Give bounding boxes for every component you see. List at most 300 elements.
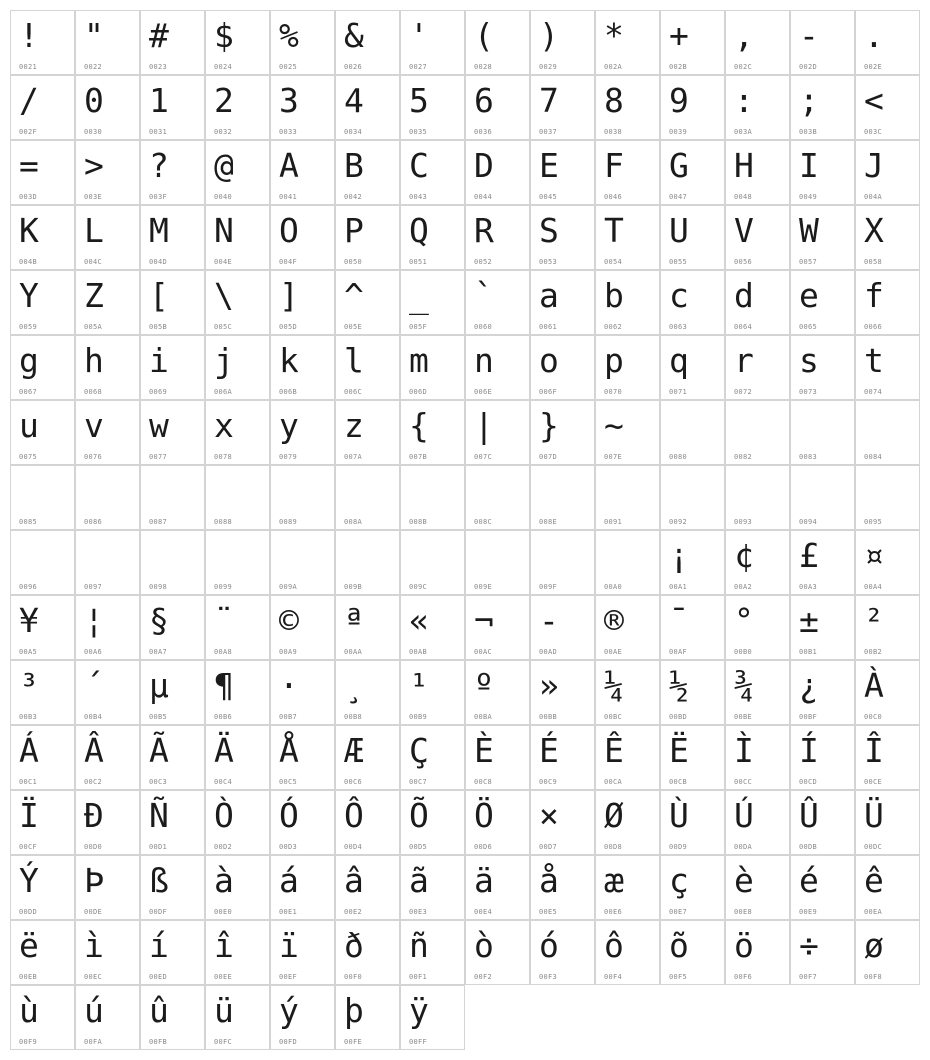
glyph-cell[interactable] bbox=[855, 140, 920, 205]
glyph-cell[interactable] bbox=[595, 530, 660, 595]
glyph-cell[interactable] bbox=[335, 920, 400, 985]
glyph-cell[interactable] bbox=[335, 75, 400, 140]
glyph-cell[interactable] bbox=[530, 725, 595, 790]
glyph-cell[interactable] bbox=[660, 400, 725, 465]
glyph-codepoint: 006B bbox=[279, 388, 298, 396]
glyph-codepoint: 004B bbox=[19, 258, 38, 266]
glyph-cell[interactable] bbox=[660, 725, 725, 790]
glyph-cell[interactable] bbox=[10, 465, 75, 530]
glyph-cell[interactable] bbox=[530, 10, 595, 75]
glyph-cell[interactable] bbox=[660, 205, 725, 270]
glyph-cell[interactable] bbox=[465, 855, 530, 920]
glyph-cell[interactable] bbox=[790, 335, 855, 400]
glyph-codepoint: 00E3 bbox=[409, 908, 428, 916]
glyph-char: ¤ bbox=[864, 536, 884, 575]
glyph-cell[interactable] bbox=[400, 790, 465, 855]
glyph-cell[interactable] bbox=[400, 270, 465, 335]
glyph-cell[interactable] bbox=[530, 595, 595, 660]
glyph-codepoint: 00D6 bbox=[474, 843, 493, 851]
glyph-cell[interactable] bbox=[530, 75, 595, 140]
glyph-cell[interactable] bbox=[595, 140, 660, 205]
glyph-cell[interactable] bbox=[465, 400, 530, 465]
glyph-cell[interactable] bbox=[855, 595, 920, 660]
glyph-cell[interactable] bbox=[205, 855, 270, 920]
glyph-cell[interactable] bbox=[205, 10, 270, 75]
glyph-char: C bbox=[409, 146, 429, 185]
glyph-cell[interactable] bbox=[725, 920, 790, 985]
glyph-char: « bbox=[409, 601, 429, 640]
glyph-cell[interactable] bbox=[855, 400, 920, 465]
glyph-cell[interactable] bbox=[140, 140, 205, 205]
glyph-char: ß bbox=[149, 861, 169, 900]
glyph-cell[interactable] bbox=[790, 660, 855, 725]
glyph-cell[interactable] bbox=[595, 75, 660, 140]
glyph-cell[interactable] bbox=[855, 205, 920, 270]
glyph-char: # bbox=[149, 16, 169, 55]
glyph-cell[interactable] bbox=[10, 660, 75, 725]
glyph-codepoint: 00CD bbox=[799, 778, 818, 786]
glyph-cell[interactable] bbox=[335, 400, 400, 465]
glyph-cell[interactable] bbox=[465, 790, 530, 855]
glyph-cell[interactable] bbox=[725, 335, 790, 400]
glyph-cell[interactable] bbox=[725, 75, 790, 140]
glyph-cell[interactable] bbox=[75, 660, 140, 725]
glyph-cell[interactable] bbox=[595, 790, 660, 855]
glyph-char: » bbox=[539, 666, 559, 705]
glyph-cell[interactable] bbox=[75, 725, 140, 790]
glyph-cell[interactable] bbox=[335, 335, 400, 400]
glyph-cell[interactable] bbox=[335, 985, 400, 1050]
glyph-cell[interactable] bbox=[270, 205, 335, 270]
glyph-char: \ bbox=[214, 276, 234, 315]
glyph-cell[interactable] bbox=[530, 660, 595, 725]
glyph-cell[interactable] bbox=[270, 335, 335, 400]
glyph-cell[interactable] bbox=[140, 985, 205, 1050]
glyph-cell[interactable] bbox=[595, 270, 660, 335]
glyph-char: Ù bbox=[669, 796, 689, 835]
glyph-cell[interactable] bbox=[270, 725, 335, 790]
glyph-char: E bbox=[539, 146, 559, 185]
glyph-cell[interactable] bbox=[855, 10, 920, 75]
glyph-char: Ñ bbox=[149, 796, 169, 835]
glyph-codepoint: 0083 bbox=[799, 453, 818, 461]
glyph-codepoint: 00FF bbox=[409, 1038, 428, 1046]
glyph-cell[interactable] bbox=[790, 920, 855, 985]
glyph-cell[interactable] bbox=[725, 790, 790, 855]
glyph-cell[interactable] bbox=[855, 920, 920, 985]
glyph-cell[interactable] bbox=[75, 270, 140, 335]
glyph-cell[interactable] bbox=[595, 205, 660, 270]
glyph-cell[interactable] bbox=[855, 530, 920, 595]
glyph-cell[interactable] bbox=[205, 920, 270, 985]
glyph-cell[interactable] bbox=[790, 10, 855, 75]
glyph-char: s bbox=[799, 341, 819, 380]
glyph-cell[interactable] bbox=[790, 205, 855, 270]
glyph-cell[interactable] bbox=[270, 10, 335, 75]
glyph-cell[interactable] bbox=[140, 660, 205, 725]
glyph-cell[interactable] bbox=[140, 790, 205, 855]
glyph-codepoint: 00B0 bbox=[734, 648, 753, 656]
glyph-cell[interactable] bbox=[660, 335, 725, 400]
glyph-cell[interactable] bbox=[660, 855, 725, 920]
glyph-cell[interactable] bbox=[660, 790, 725, 855]
glyph-codepoint: 0067 bbox=[19, 388, 38, 396]
glyph-codepoint: 00DF bbox=[149, 908, 168, 916]
glyph-cell[interactable] bbox=[595, 10, 660, 75]
glyph-char: P bbox=[344, 211, 364, 250]
glyph-cell[interactable] bbox=[400, 530, 465, 595]
glyph-codepoint: 00F3 bbox=[539, 973, 558, 981]
glyph-cell[interactable] bbox=[10, 205, 75, 270]
glyph-cell[interactable] bbox=[725, 725, 790, 790]
glyph-cell[interactable] bbox=[205, 790, 270, 855]
glyph-codepoint: 0077 bbox=[149, 453, 168, 461]
glyph-cell[interactable] bbox=[335, 660, 400, 725]
glyph-cell[interactable] bbox=[660, 660, 725, 725]
glyph-cell[interactable] bbox=[400, 205, 465, 270]
glyph-cell[interactable] bbox=[725, 530, 790, 595]
glyph-cell[interactable] bbox=[595, 855, 660, 920]
glyph-cell[interactable] bbox=[205, 400, 270, 465]
glyph-cell[interactable] bbox=[140, 400, 205, 465]
glyph-cell[interactable] bbox=[725, 465, 790, 530]
glyph-cell[interactable] bbox=[400, 465, 465, 530]
glyph-cell[interactable] bbox=[530, 920, 595, 985]
glyph-codepoint: 0066 bbox=[864, 323, 883, 331]
glyph-cell[interactable] bbox=[400, 75, 465, 140]
glyph-cell[interactable] bbox=[335, 465, 400, 530]
glyph-cell[interactable] bbox=[855, 465, 920, 530]
glyph-codepoint: 005D bbox=[279, 323, 298, 331]
glyph-cell[interactable] bbox=[530, 400, 595, 465]
glyph-codepoint: 00BD bbox=[669, 713, 688, 721]
glyph-char: ã bbox=[409, 861, 429, 900]
glyph-char: ½ bbox=[669, 666, 689, 705]
glyph-cell[interactable] bbox=[75, 790, 140, 855]
glyph-cell[interactable] bbox=[75, 205, 140, 270]
glyph-char: ~ bbox=[604, 406, 624, 445]
glyph-cell[interactable] bbox=[205, 75, 270, 140]
glyph-char: ¶ bbox=[214, 666, 234, 705]
glyph-cell[interactable] bbox=[465, 920, 530, 985]
glyph-cell[interactable] bbox=[10, 335, 75, 400]
glyph-cell[interactable] bbox=[595, 920, 660, 985]
glyph-cell[interactable] bbox=[270, 920, 335, 985]
glyph-cell[interactable] bbox=[335, 270, 400, 335]
glyph-cell[interactable] bbox=[75, 985, 140, 1050]
glyph-cell[interactable] bbox=[270, 855, 335, 920]
glyph-cell[interactable] bbox=[595, 660, 660, 725]
glyph-cell[interactable] bbox=[75, 10, 140, 75]
glyph-cell[interactable] bbox=[790, 530, 855, 595]
glyph-cell[interactable] bbox=[75, 595, 140, 660]
glyph-cell[interactable] bbox=[790, 465, 855, 530]
glyph-cell[interactable] bbox=[10, 10, 75, 75]
glyph-cell[interactable] bbox=[140, 335, 205, 400]
glyph-cell[interactable] bbox=[205, 985, 270, 1050]
glyph-cell[interactable] bbox=[660, 595, 725, 660]
glyph-cell[interactable] bbox=[10, 400, 75, 465]
glyph-char: Û bbox=[799, 796, 819, 835]
glyph-cell[interactable] bbox=[205, 140, 270, 205]
glyph-cell[interactable] bbox=[855, 660, 920, 725]
glyph-cell[interactable] bbox=[595, 725, 660, 790]
glyph-cell[interactable] bbox=[790, 270, 855, 335]
glyph-cell[interactable] bbox=[400, 920, 465, 985]
glyph-codepoint: 00B9 bbox=[409, 713, 428, 721]
glyph-char: ± bbox=[799, 601, 819, 640]
glyph-char: ! bbox=[19, 16, 39, 55]
glyph-cell[interactable] bbox=[10, 75, 75, 140]
glyph-cell[interactable] bbox=[10, 855, 75, 920]
glyph-cell[interactable] bbox=[790, 595, 855, 660]
glyph-codepoint: 0084 bbox=[864, 453, 883, 461]
glyph-cell[interactable] bbox=[855, 790, 920, 855]
glyph-codepoint: 004A bbox=[864, 193, 883, 201]
glyph-cell[interactable] bbox=[530, 335, 595, 400]
glyph-cell[interactable] bbox=[465, 530, 530, 595]
glyph-cell[interactable] bbox=[400, 335, 465, 400]
glyph-char: : bbox=[734, 81, 754, 120]
glyph-codepoint: 0056 bbox=[734, 258, 753, 266]
glyph-char: Ò bbox=[214, 796, 234, 835]
glyph-cell[interactable] bbox=[790, 140, 855, 205]
glyph-char: V bbox=[734, 211, 754, 250]
glyph-cell[interactable] bbox=[140, 595, 205, 660]
glyph-cell[interactable] bbox=[75, 530, 140, 595]
glyph-cell[interactable] bbox=[855, 75, 920, 140]
glyph-char: 5 bbox=[409, 81, 429, 120]
glyph-cell[interactable] bbox=[465, 465, 530, 530]
glyph-cell[interactable] bbox=[725, 855, 790, 920]
glyph-codepoint: 0073 bbox=[799, 388, 818, 396]
glyph-cell[interactable] bbox=[10, 270, 75, 335]
glyph-cell[interactable] bbox=[140, 920, 205, 985]
glyph-char: à bbox=[214, 861, 234, 900]
glyph-char: B bbox=[344, 146, 364, 185]
glyph-char: Ó bbox=[279, 796, 299, 835]
glyph-cell[interactable] bbox=[465, 595, 530, 660]
glyph-cell[interactable] bbox=[10, 920, 75, 985]
glyph-cell[interactable] bbox=[335, 205, 400, 270]
glyph-cell[interactable] bbox=[75, 465, 140, 530]
glyph-cell[interactable] bbox=[335, 140, 400, 205]
glyph-cell[interactable] bbox=[465, 205, 530, 270]
glyph-cell[interactable] bbox=[725, 10, 790, 75]
glyph-cell[interactable] bbox=[270, 140, 335, 205]
glyph-codepoint: 00F9 bbox=[19, 1038, 38, 1046]
glyph-cell[interactable] bbox=[725, 660, 790, 725]
glyph-cell[interactable] bbox=[530, 270, 595, 335]
glyph-cell[interactable] bbox=[660, 270, 725, 335]
glyph-cell[interactable] bbox=[400, 855, 465, 920]
glyph-cell[interactable] bbox=[10, 595, 75, 660]
glyph-cell[interactable] bbox=[400, 400, 465, 465]
glyph-cell[interactable] bbox=[530, 530, 595, 595]
glyph-char: Ê bbox=[604, 731, 624, 770]
glyph-char: ¾ bbox=[734, 666, 754, 705]
glyph-cell[interactable] bbox=[595, 400, 660, 465]
glyph-cell[interactable] bbox=[790, 790, 855, 855]
glyph-cell[interactable] bbox=[270, 270, 335, 335]
glyph-char: M bbox=[149, 211, 169, 250]
glyph-cell[interactable] bbox=[400, 595, 465, 660]
glyph-cell[interactable] bbox=[725, 140, 790, 205]
glyph-cell[interactable] bbox=[465, 725, 530, 790]
glyph-char: A bbox=[279, 146, 299, 185]
glyph-cell[interactable] bbox=[660, 140, 725, 205]
glyph-cell[interactable] bbox=[205, 530, 270, 595]
glyph-codepoint: 00E0 bbox=[214, 908, 233, 916]
glyph-cell[interactable] bbox=[790, 725, 855, 790]
glyph-char: â bbox=[344, 861, 364, 900]
glyph-cell[interactable] bbox=[595, 465, 660, 530]
glyph-codepoint: 00B7 bbox=[279, 713, 298, 721]
glyph-char: þ bbox=[344, 991, 364, 1030]
glyph-cell[interactable] bbox=[140, 75, 205, 140]
glyph-codepoint: 0030 bbox=[84, 128, 103, 136]
glyph-codepoint: 00C1 bbox=[19, 778, 38, 786]
glyph-codepoint: 00A1 bbox=[669, 583, 688, 591]
glyph-cell[interactable] bbox=[660, 465, 725, 530]
glyph-codepoint: 0023 bbox=[149, 63, 168, 71]
glyph-char: Á bbox=[19, 731, 39, 770]
glyph-cell[interactable] bbox=[400, 10, 465, 75]
glyph-codepoint: 0088 bbox=[214, 518, 233, 526]
glyph-cell[interactable] bbox=[790, 400, 855, 465]
glyph-cell[interactable] bbox=[465, 140, 530, 205]
glyph-cell[interactable] bbox=[725, 595, 790, 660]
glyph-cell[interactable] bbox=[270, 400, 335, 465]
glyph-char: v bbox=[84, 406, 104, 445]
glyph-cell[interactable] bbox=[855, 270, 920, 335]
glyph-cell[interactable] bbox=[660, 75, 725, 140]
glyph-cell[interactable] bbox=[400, 660, 465, 725]
glyph-cell[interactable] bbox=[75, 400, 140, 465]
glyph-cell[interactable] bbox=[10, 985, 75, 1050]
glyph-cell[interactable] bbox=[335, 530, 400, 595]
glyph-cell[interactable] bbox=[10, 530, 75, 595]
glyph-cell[interactable] bbox=[75, 335, 140, 400]
glyph-cell[interactable] bbox=[335, 10, 400, 75]
glyph-cell[interactable] bbox=[140, 270, 205, 335]
glyph-cell[interactable] bbox=[270, 465, 335, 530]
glyph-codepoint: 0089 bbox=[279, 518, 298, 526]
glyph-cell[interactable] bbox=[140, 725, 205, 790]
glyph-cell[interactable] bbox=[75, 140, 140, 205]
glyph-cell[interactable] bbox=[790, 75, 855, 140]
glyph-cell[interactable] bbox=[140, 10, 205, 75]
glyph-cell[interactable] bbox=[75, 75, 140, 140]
glyph-cell[interactable] bbox=[465, 660, 530, 725]
glyph-cell[interactable] bbox=[205, 725, 270, 790]
glyph-cell[interactable] bbox=[335, 855, 400, 920]
glyph-char: S bbox=[539, 211, 559, 250]
glyph-cell[interactable] bbox=[270, 660, 335, 725]
glyph-char: n bbox=[474, 341, 494, 380]
glyph-cell[interactable] bbox=[270, 790, 335, 855]
glyph-cell[interactable] bbox=[140, 855, 205, 920]
glyph-codepoint: 0062 bbox=[604, 323, 623, 331]
glyph-cell[interactable] bbox=[465, 335, 530, 400]
glyph-cell[interactable] bbox=[530, 205, 595, 270]
glyph-cell[interactable] bbox=[465, 270, 530, 335]
glyph-cell[interactable] bbox=[270, 595, 335, 660]
glyph-cell[interactable] bbox=[790, 855, 855, 920]
glyph-cell[interactable] bbox=[465, 75, 530, 140]
glyph-cell[interactable] bbox=[660, 530, 725, 595]
glyph-cell[interactable] bbox=[725, 270, 790, 335]
glyph-char: H bbox=[734, 146, 754, 185]
glyph-cell[interactable] bbox=[335, 595, 400, 660]
glyph-cell[interactable] bbox=[530, 855, 595, 920]
glyph-codepoint: 00A5 bbox=[19, 648, 38, 656]
glyph-codepoint: 0029 bbox=[539, 63, 558, 71]
glyph-cell[interactable] bbox=[10, 725, 75, 790]
glyph-char: X bbox=[864, 211, 884, 250]
glyph-cell[interactable] bbox=[335, 725, 400, 790]
glyph-codepoint: 003B bbox=[799, 128, 818, 136]
glyph-cell[interactable] bbox=[530, 790, 595, 855]
glyph-cell[interactable] bbox=[75, 920, 140, 985]
glyph-codepoint: 0092 bbox=[669, 518, 688, 526]
glyph-cell[interactable] bbox=[10, 790, 75, 855]
glyph-cell[interactable] bbox=[205, 335, 270, 400]
glyph-cell[interactable] bbox=[205, 465, 270, 530]
glyph-cell[interactable] bbox=[595, 595, 660, 660]
glyph-cell[interactable] bbox=[855, 335, 920, 400]
glyph-cell[interactable] bbox=[660, 10, 725, 75]
glyph-cell[interactable] bbox=[205, 595, 270, 660]
glyph-cell[interactable] bbox=[855, 725, 920, 790]
glyph-cell[interactable] bbox=[140, 530, 205, 595]
glyph-codepoint: 00E2 bbox=[344, 908, 363, 916]
glyph-cell[interactable] bbox=[725, 400, 790, 465]
glyph-codepoint: 00DC bbox=[864, 843, 883, 851]
glyph-cell[interactable] bbox=[400, 725, 465, 790]
glyph-cell[interactable] bbox=[270, 75, 335, 140]
glyph-codepoint: 0071 bbox=[669, 388, 688, 396]
glyph-cell[interactable] bbox=[205, 270, 270, 335]
glyph-codepoint: 00C6 bbox=[344, 778, 363, 786]
glyph-cell[interactable] bbox=[270, 985, 335, 1050]
glyph-cell[interactable] bbox=[270, 530, 335, 595]
glyph-cell[interactable] bbox=[400, 140, 465, 205]
glyph-cell[interactable] bbox=[725, 205, 790, 270]
glyph-char: z bbox=[344, 406, 364, 445]
glyph-cell[interactable] bbox=[465, 10, 530, 75]
glyph-char: á bbox=[279, 861, 299, 900]
glyph-cell[interactable] bbox=[595, 335, 660, 400]
glyph-codepoint: 008E bbox=[539, 518, 558, 526]
glyph-char: î bbox=[214, 926, 234, 965]
glyph-cell[interactable] bbox=[400, 985, 465, 1050]
glyph-cell[interactable] bbox=[140, 205, 205, 270]
glyph-char: ù bbox=[19, 991, 39, 1030]
glyph-cell[interactable] bbox=[660, 920, 725, 985]
glyph-cell[interactable] bbox=[205, 660, 270, 725]
glyph-cell[interactable] bbox=[10, 140, 75, 205]
glyph-codepoint: 004D bbox=[149, 258, 168, 266]
glyph-cell[interactable] bbox=[335, 790, 400, 855]
glyph-cell[interactable] bbox=[530, 465, 595, 530]
glyph-cell[interactable] bbox=[205, 205, 270, 270]
glyph-char: § bbox=[149, 601, 169, 640]
glyph-cell[interactable] bbox=[75, 855, 140, 920]
glyph-cell[interactable] bbox=[530, 140, 595, 205]
glyph-cell[interactable] bbox=[140, 465, 205, 530]
glyph-cell[interactable] bbox=[855, 855, 920, 920]
